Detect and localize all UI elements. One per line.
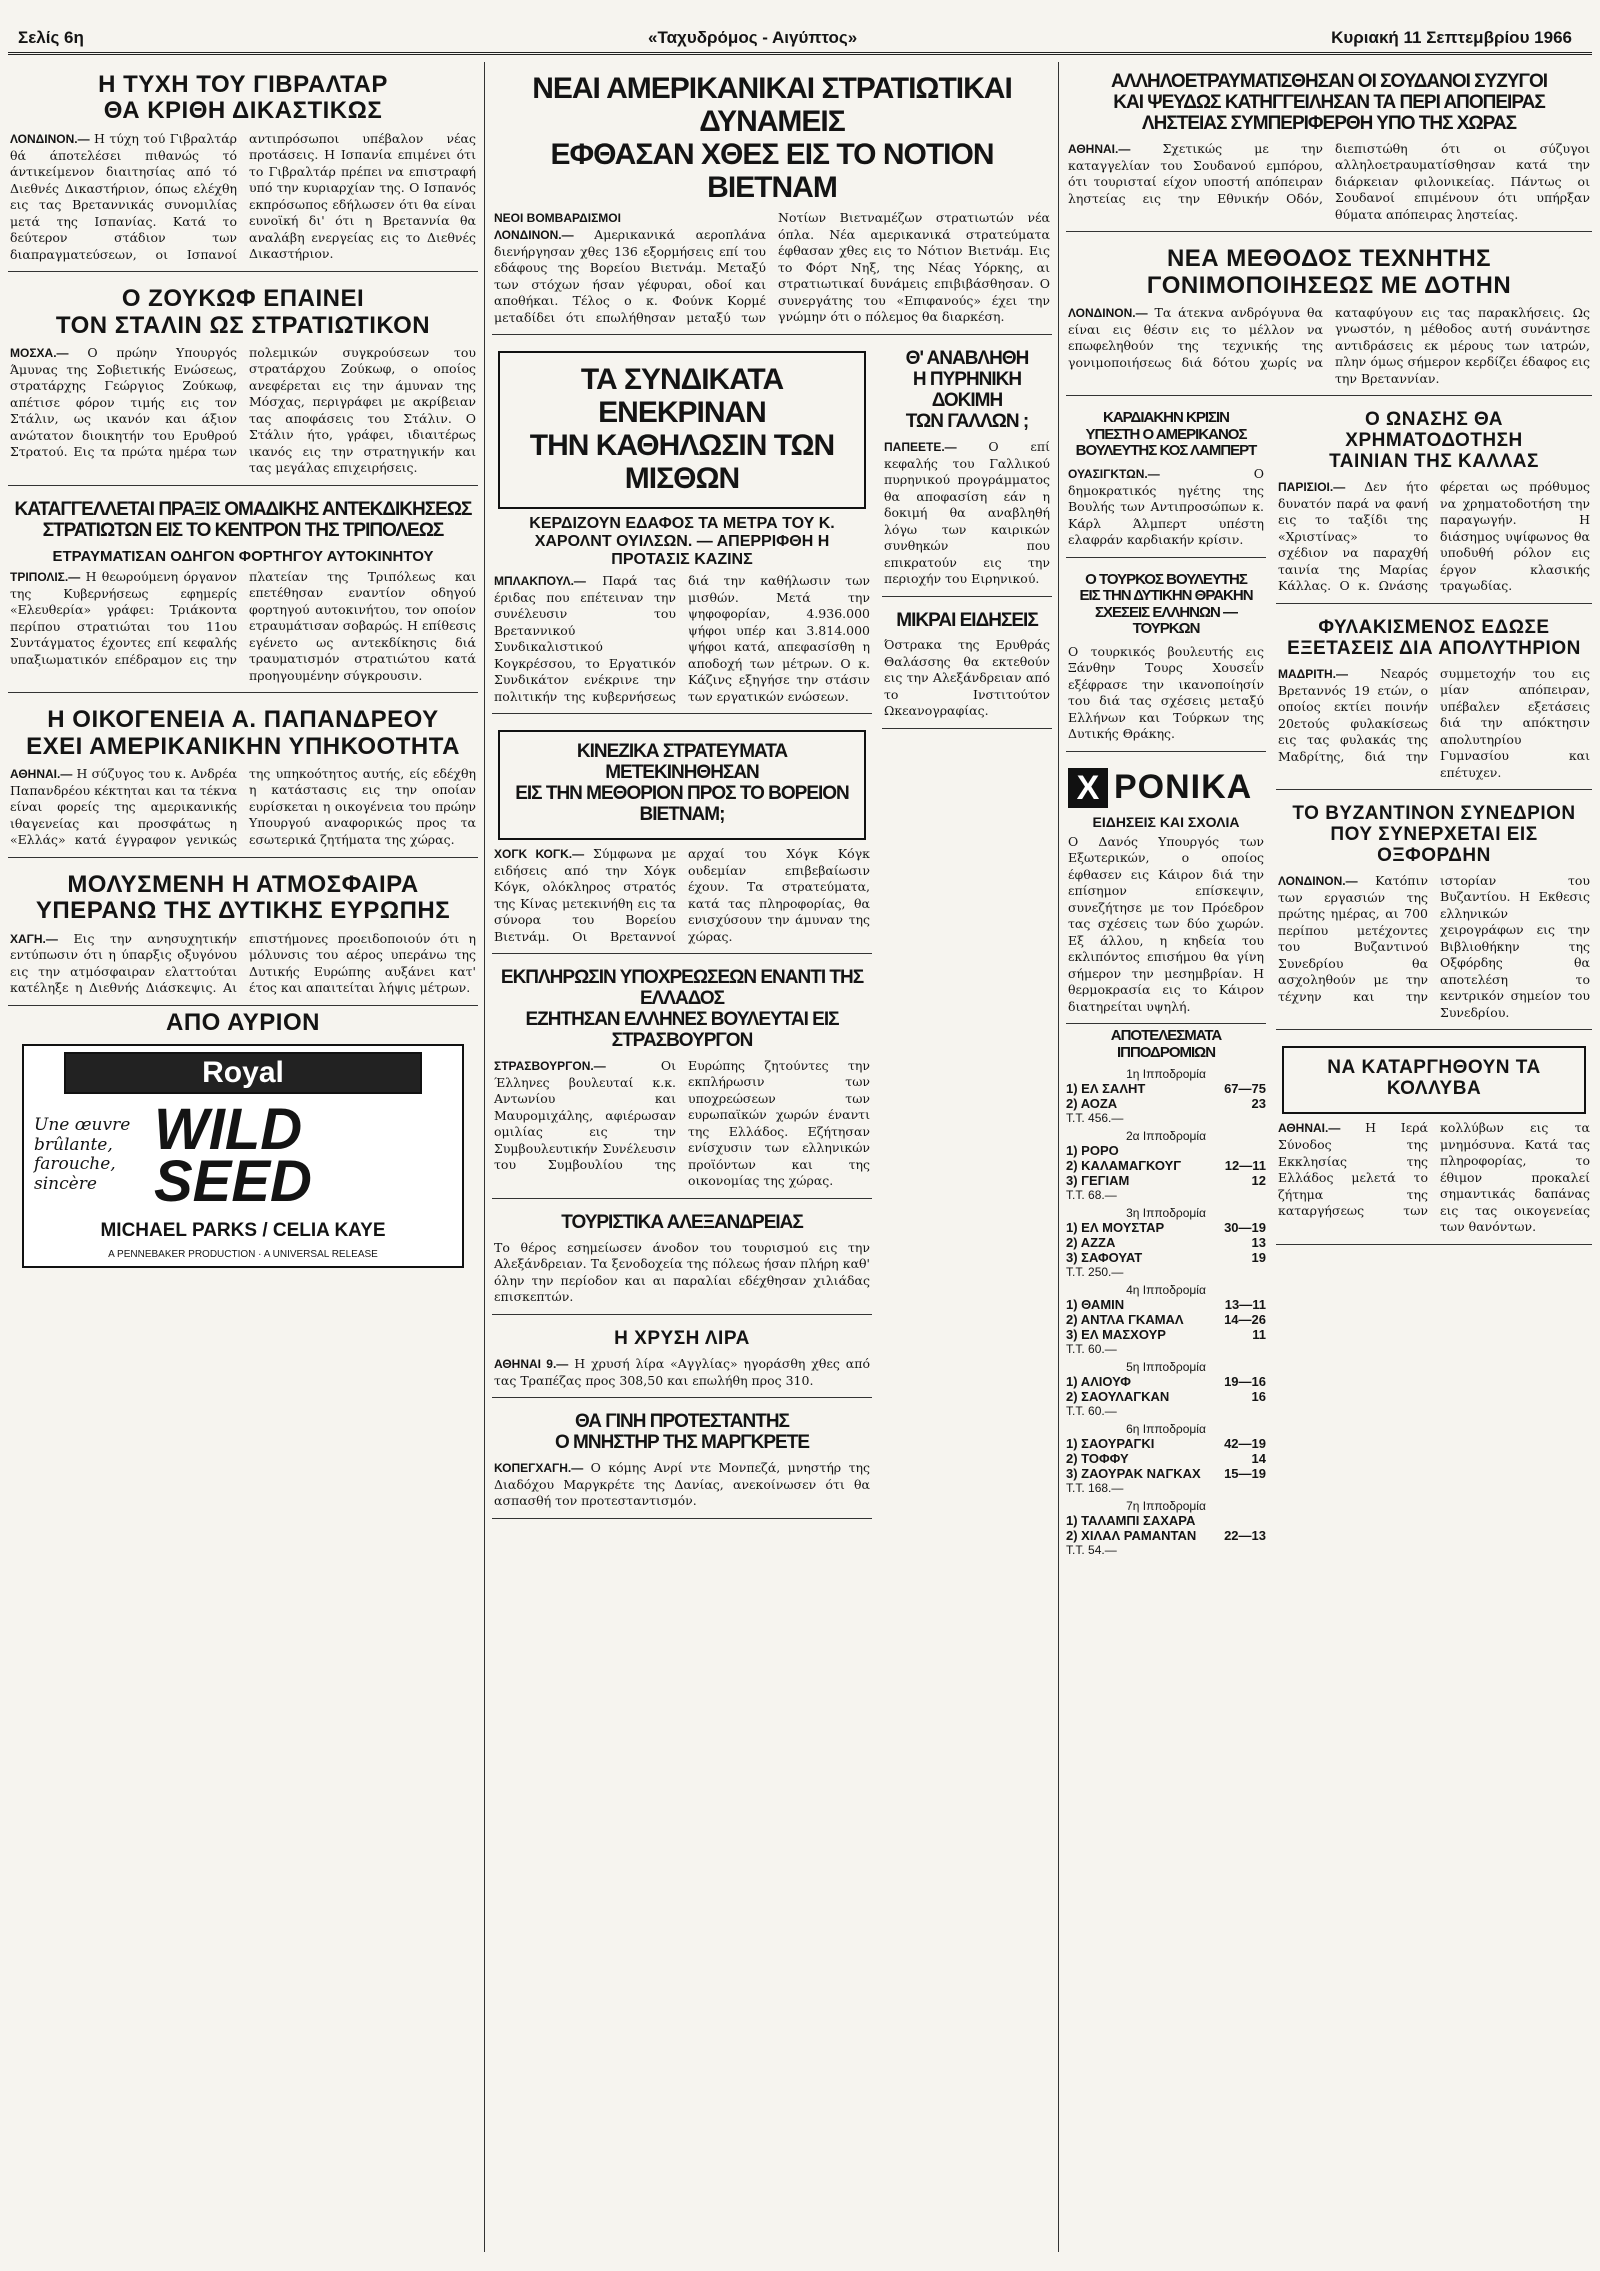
subheadline: ΚΕΡΔΙΖΟΥΝ ΕΔΑΦΟΣ ΤΑ ΜΕΤΡΑ ΤΟΥ Κ. ΧΑΡΟΛΝΤ ΟΥΙΛΣΩΝ. — ΑΠΕΡΡΙΦΘΗ Η ΠΡΟΤΑΣΙΣ ΚΑΖΙΝΣ <box>529 515 835 569</box>
boxed-headline: ΤΑ ΣΥΝΔΙΚΑΤΑ ΕΝΕΚΡΙΝΑΝ ΤΗΝ ΚΑΘΗΛΩΣΙΝ ΤΩΝ ΜΙΣΘΩΝ <box>498 351 866 509</box>
paper-title: «Ταχυδρόμος - Αιγύπτος» <box>648 28 858 47</box>
horse-odds: 15—19 <box>1224 1466 1266 1482</box>
issue-date: Κυριακή 11 Σεπτεμβρίου 1966 <box>1331 28 1572 47</box>
horse-odds: 13 <box>1251 1235 1266 1251</box>
subheadline: ΝΕΟΙ ΒΟΜΒΑΡΔΙΣΜΟΙ <box>494 211 621 225</box>
article-body: ΝΕΟΙ ΒΟΜΒΑΡΔΙΣΜΟΙ ΛΟΝΔΙΝΟΝ.— Αμερικανικά αεροπλάνα διενήργησαν χθες 136 εξορμήσεις επί του εδάφους της Βορείου Βιετνάμ. Μεταξύ των στόχων ήσαν γέφυραι, οδοί και αποθήκαι. Τέλος ο κ. Φούνκ Κορμέ μεταδίδει ότι επωλήθησαν μεταξύ των Νοτίων Βιετναμέζων στρατιωτών νέα όπλα. Νέα αμερικανικά στρατεύματα έφθασαν χθες εις το Νότιον Βιετνάμ. Εις το Φόρτ Νηξ, της Νέας Υόρκης, αι στρατιωτικαί δυνάμεις επιβιβάσθησαν. Ο συνεργάτης του «Επιφανούς» έχει την γνώμην ότι ο πόλεμος θα διαρκέση. <box>494 210 1050 325</box>
race-payout: Τ.Τ. 54.— <box>1066 1543 1117 1558</box>
race-result-row <box>1066 1312 1266 1327</box>
article-body: ΜΠΛΑΚΠΟΥΛ.— Παρά τας έριδας που επέτειναν την συνέλευσιν του Βρεταννικού Συνδικαλιστικού Κογκρέσσου, το Εργατικόν Συνδικάτον ενέκρινε την πολιτικήν της κυβερνήσεως διά την καθήλωσιν των μισθών. Μετά την ψηφοφορίαν, 4.936.000 ψήφοι υπέρ και 3.814.000 ψήφοι κατά, απεφασίσθη η αποδοχή των μέτρων. Ο κ. Κάζινς εξηγήσε την στάσιν των εργατικών ενώσεων. <box>494 573 870 704</box>
headline: ΜΟΛΥΣΜΕΝΗ Η ΑΤΜΟΣΦΑΙΡΑ ΥΠΕΡΑΝΩ ΤΗΣ ΔΥΤΙΚΗΣ ΕΥΡΩΠΗΣ <box>35 870 451 925</box>
horse-odds: 23 <box>1251 1096 1266 1112</box>
horse-name: 2) ΚΑΛΑΜΑΓΚΟΥΓ <box>1066 1158 1182 1174</box>
column-right <box>1066 62 1592 2252</box>
race-heading: 7η Ιπποδρομία <box>1126 1499 1206 1514</box>
dateline: ΟΥΑΣΙΓΚΤΩΝ.— <box>1068 466 1160 481</box>
film-credit: A PENNEBAKER PRODUCTION · A UNIVERSAL RELEASE <box>108 1249 378 1261</box>
center-main <box>492 339 872 1523</box>
horse-odds: 12—11 <box>1224 1158 1266 1174</box>
headline: Ο ΤΟΥΡΚΟΣ ΒΟΥΛΕΥΤΗΣ ΕΙΣ ΤΗΝ ΔΥΤΙΚΗΝ ΘΡΑΚΗΝ ΣΧΕΣΕΙΣ ΕΛΛΗΝΩΝ — ΤΟΥΡΚΩΝ <box>1079 570 1253 638</box>
headline: Θ' ΑΝΑΒΛΗΘΗ Η ΠΥΡΗΝΙΚΗ ΔΟΚΙΜΗ ΤΩΝ ΓΑΛΛΩΝ ; <box>905 348 1029 432</box>
race-result-row <box>1066 1451 1266 1466</box>
headline: Η ΟΙΚΟΓΕΝΕΙΑ Α. ΠΑΠΑΝΔΡΕΟΥ ΕΧΕΙ ΑΜΕΡΙΚΑΝΙΚΗΝ ΥΠΗΚΟΟΤΗΤΑ <box>26 706 460 760</box>
horse-odds: 13—11 <box>1224 1297 1266 1313</box>
race-heading: 1η Ιπποδρομία <box>1126 1067 1206 1082</box>
race-result-row <box>1066 1389 1266 1404</box>
headline: ΚΑΤΑΓΓΕΛΛΕΤΑΙ ΠΡΑΞΙΣ ΟΜΑΔΙΚΗΣ ΑΝΤΕΚΔΙΚΗΣΕΩΣ ΣΤΡΑΤΙΩΤΩΝ ΕΙΣ ΤΟ ΚΕΝΤΡΟΝ ΤΗΣ ΤΡΙΠΟΛΕΩΣ <box>14 498 472 541</box>
horse-name: 3) ΕΛ ΜΑΣΧΟΥΡ <box>1066 1327 1166 1343</box>
race-result-row <box>1066 1374 1266 1389</box>
dateline: ΑΘΗΝΑΙ.— <box>10 766 73 781</box>
horse-name: 2) ΑΟΖΑ <box>1066 1096 1118 1112</box>
race-payout: Τ.Τ. 60.— <box>1066 1342 1117 1357</box>
dateline: ΜΠΛΑΚΠΟΥΛ.— <box>494 574 586 589</box>
headline: ΕΚΠΛΗΡΩΣΙΝ ΥΠΟΧΡΕΩΣΕΩΝ ΕΝΑΝΤΙ ΤΗΣ ΕΛΛΑΔΟΣ ΕΖΗΤΗΣΑΝ ΕΛΛΗΝΕΣ ΒΟΥΛΕΥΤΑΙ ΕΙΣ ΣΤΡΑΣΒΟΥΡΓΟΝ <box>500 967 864 1052</box>
article-body: ΑΘΗΝΑΙ.— Η Ιερά Σύνοδος της Εκκλησίας της Ελλάδος μελετά το ζήτημα της καταργήσεως των κολλύβων εις τα μνημόσυνα. Κατά τας πληροφορίας, το έθιμον προκαλεί σημαντικάς δαπάνας εις τας οικογενείας των θανόντων. <box>1278 1120 1590 1235</box>
horse-odds: 22—13 <box>1224 1528 1266 1544</box>
article-chinese-troops <box>492 718 872 954</box>
article-gibraltar <box>8 62 478 272</box>
article-body: Ο Δανός Υπουργός των Εξωτερικών, ο οποίος έφθασεν εις Κάιρον διά την επίσημον επίσκεψιν, συνεζήτησε με τον Πρόεδρον τας σχέσεις των δύο χωρών. Εξ άλλου, η κηδεία του εκλιπόντος επισήμου θα γίνη σήμερον την μεσημβρίαν. Η θερμοκρασία εις το Κάιρον διατηρείται υψηλή. <box>1068 833 1264 1014</box>
right-wide <box>1276 400 1592 1557</box>
race-heading: 6η Ιπποδρομία <box>1126 1422 1206 1437</box>
race-results-title: ΑΠΟΤΕΛΕΣΜΑΤΑ ΙΠΠΟΔΡΟΜΙΩΝ <box>1110 1027 1222 1061</box>
headline: ΝΕΑ ΜΕΘΟΔΟΣ ΤΕΧΝΗΤΗΣ ΓΟΝΙΜΟΠΟΙΗΣΕΩΣ ΜΕ ΔΟΤΗΝ <box>1146 245 1512 299</box>
article-kolyva <box>1276 1034 1592 1244</box>
headline: Ο ΩΝΑΣΗΣ ΘΑ ΧΡΗΜΑΤΟΔΟΤΗΣΗ ΤΑΙΝΙΑΝ ΤΗΣ ΚΑΛΛΑΣ <box>1329 409 1539 473</box>
race-result-row <box>1066 1096 1266 1111</box>
race-result-row <box>1066 1436 1266 1451</box>
horse-odds: 19 <box>1251 1250 1266 1266</box>
article-body: ΣΤΡΑΣΒΟΥΡΓΟΝ.— Οι Έλληνες βουλευταί κ.κ. Αντωνίου και Μαυρομιχάλης, αφιέρωσαν ομιλίας εις την Συμβουλευτικήν Συνέλευσιν του Συμβουλίου της Ευρώπης ζητούντες την εκπλήρωσιν των υποχρεώσεων των ευρωπαϊκών χωρών έναντι της Ελλάδος. Εζήτησαν ενίσχυσιν των ελληνικών προϊόντων και της οικονομίας της χώρας. <box>494 1057 870 1189</box>
race-payout: Τ.Τ. 60.— <box>1066 1404 1117 1419</box>
horse-name: 2) ΑΖΖΑ <box>1066 1235 1116 1251</box>
ad-tagline: Une œuvre brûlante, farouche, sincère <box>34 1115 131 1194</box>
horse-name: 1) ΕΛ ΣΑΛΗΤ <box>1066 1081 1146 1097</box>
horse-odds: 42—19 <box>1224 1436 1266 1452</box>
horse-name: 1) ΕΛ ΜΟΥΣΤΑΡ <box>1066 1220 1165 1236</box>
dateline: ΣΤΡΑΣΒΟΥΡΓΟΝ.— <box>494 1058 606 1073</box>
horse-name: 2) ΑΝΤΛΑ ΓΚΑΜΑΛ <box>1066 1312 1184 1328</box>
headline: ΚΑΡΔΙΑΚΗΝ ΚΡΙΣΙΝ ΥΠΕΣΤΗ Ο ΑΜΕΡΙΚΑΝΟΣ ΒΟΥΛΕΥΤΗΣ ΚΟΣ ΛΑΜΠΕΡΤ <box>1075 409 1257 460</box>
boxed-headline: ΝΑ ΚΑΤΑΡΓΗΘΟΥΝ ΤΑ ΚΟΛΛΥΒΑ <box>1282 1046 1586 1114</box>
dateline: ΜΟΣΧΑ.— <box>10 345 69 360</box>
center-side <box>882 339 1052 1523</box>
dateline: ΑΘΗΝΑΙ.— <box>1278 1121 1341 1136</box>
film-stars: MICHAEL PARKS / CELIA KAYE <box>100 1220 386 1242</box>
chronicle-x-icon: X <box>1068 768 1108 808</box>
headline: ΤΟ ΒΥΖΑΝΤΙΝΟΝ ΣΥΝΕΔΡΙΟΝ ΠΟΥ ΣΥΝΕΡΧΕΤΑΙ ΕΙΣ ΟΞΦΟΡΔΗΝ <box>1292 803 1576 867</box>
cinema-advertisement <box>8 1010 478 1268</box>
race-result-row <box>1066 1466 1266 1481</box>
race-result-row <box>1066 1081 1266 1096</box>
headline: ΜΙΚΡΑΙ ΕΙΔΗΣΕΙΣ <box>896 609 1038 631</box>
article-body: Το θέρος εσημείωσεν άνοδον του τουρισμού εις την Αλεξάνδρειαν. Τα ξενοδοχεία της πόλεως ήσαν πλήρη καθ' όλην την περίοδον και αι παραλίαι εδέχθησαν χιλιάδας επισκεπτών. <box>494 1239 870 1305</box>
film-title: WILD SEED <box>154 1097 312 1215</box>
article-byzantine <box>1276 794 1592 1030</box>
article-syndicates <box>492 339 872 714</box>
article-protestant <box>492 1402 872 1519</box>
dateline: ΜΑΔΡΙΤΗ.— <box>1278 666 1348 681</box>
dateline: ΠΑΠΕΕΤΕ.— <box>884 439 957 454</box>
horse-name: 3) ΖΑΟΥΡΑΚ ΝΑΓΚΑΧ <box>1066 1466 1201 1482</box>
race-payout: Τ.Τ. 68.— <box>1066 1188 1117 1203</box>
horse-name: 2) ΣΑΟΥΛΑΓΚΑΝ <box>1066 1389 1170 1405</box>
horse-odds: 19—16 <box>1224 1374 1266 1390</box>
horse-name: 2) ΧΙΛΑΛ ΡΑΜΑΝΤΑΝ <box>1066 1528 1197 1544</box>
article-body: ΛΟΝΔΙΝΟΝ.— Η τύχη τού Γιβραλτάρ θά άποτελέσει πιθανώς τό άντικείμενον διαιτησίας από τό Διεθνές Δικαστήριον, όπως ελέχθη εις τας Βρεταννικάς συνομιλίας μετά της Ισπανίας. Κατά το δεύτερον στάδιον των διαπραγματεύσεων, οι Ισπανοί αντιπρόσωποι υπέβαλον νέας προτάσεις. Η Ισπανία επιμένει ότι το Γιβραλτάρ πρέπει να επιστραφή υπό την κυριαρχίαν της. Ο Ισπανός εκπρόσωπος εδήλωσεν ότι θα είναι ευνοϊκή δι' ότι η Βρεταννία θα αναλάβη ενεργείας εις το Διεθνές Δικαστήριον. <box>10 130 476 262</box>
dateline: ΧΑΓΗ.— <box>10 931 58 946</box>
page-number: Σελίς 6η <box>18 28 84 47</box>
article-papandreou <box>8 697 478 858</box>
race-heading: 3η Ιπποδρομία <box>1126 1206 1206 1221</box>
horse-odds: 14 <box>1251 1451 1266 1467</box>
article-gold <box>492 1319 872 1398</box>
race-heading: 2α Ιπποδρομία <box>1125 1129 1207 1144</box>
column-rule <box>484 62 485 2252</box>
horse-name: 3) ΣΑΦΟΥΑΤ <box>1066 1250 1143 1266</box>
right-row <box>1066 400 1592 1557</box>
subheadline: ΕΤΡΑΥΜΑΤΙΣΑΝ ΟΔΗΓΟΝ ΦΟΡΤΗΓΟΥ ΑΥΤΟΚΙΝΗΤΟΥ <box>52 547 434 565</box>
article-body: ΚΟΠΕΓΧΑΓΗ.— Ο κόμης Ανρί ντε Μονπεζά, μνηστήρ της Διαδόχου Μαργκρέτε της Δανίας, ανεκοίνωσεν ότι θα ασπασθή τον προτεσταντισμόν. <box>494 1459 870 1509</box>
race-result-row <box>1066 1327 1266 1342</box>
article-body: ΜΑΔΡΙΤΗ.— Νεαρός Βρεταννός 19 ετών, ο οποίος εκτίει ποινήν 20ετούς φυλακίσεως εις τας φυλακάς της Μαδρίτης, διά την συμμετοχήν του εις μίαν απόπειραν, υπέβαλεν εξετάσεις διά την απόκτησιν απολυτηρίου Γυμνασίου και επέτυχεν. <box>1278 665 1590 780</box>
headline: ΘΑ ΓΙΝΗ ΠΡΟΤΕΣΤΑΝΤΗΣ Ο ΜΝΗΣΤΗΡ ΤΗΣ ΜΑΡΓΚΡΕΤΕ <box>554 1411 809 1453</box>
dateline: ΚΟΠΕΓΧΑΓΗ.— <box>494 1460 584 1475</box>
horse-odds: 14—26 <box>1224 1312 1266 1328</box>
column-left <box>8 62 478 2252</box>
article-strasbourg <box>492 958 872 1199</box>
race-result-row <box>1066 1513 1266 1528</box>
masthead <box>8 6 1592 55</box>
article-onassis <box>1276 400 1592 604</box>
horse-odds: 16 <box>1251 1389 1266 1405</box>
dateline: ΑΘΗΝΑΙ.— <box>1068 141 1131 156</box>
dateline: ΑΘΗΝΑΙ 9.— <box>494 1356 569 1371</box>
article-body: ΧΟΓΚ ΚΟΓΚ.— Σύμφωνα με ειδήσεις από την Χόγκ Κόγκ, ολόκληρος στρατός της Κίνας μετεκινήθη εις τα σύνορα του Βορείου Βιετνάμ. Οι Βρεταννοί αρχαί του Χόγκ Κόγκ ουδεμίαν επιβεβαίωσιν έχουν. Τα στρατεύματα, κατά τας πληροφορίας, θα ενισχύσουν την άμυναν της χώρας. <box>494 846 870 944</box>
article-nuclear <box>882 339 1052 596</box>
race-result-row <box>1066 1297 1266 1312</box>
horse-name: 1) ΡΟΡΟ <box>1066 1143 1119 1159</box>
article-body: ΛΟΝΔΙΝΟΝ.— Κατόπιν των εργασιών της πρώτης ημέρας, αι 700 περίπου μετέχοντες του Βυζαντινού Συνεδρίου θα ασχοληθούν με την τέχνην και την ιστορίαν του Βυζαντίου. Η Εκθεσις ελληνικών χειρογράφων εις την Βιβλιοθήκην της Οξφόρδης θα αποτελέση το κεντρικόν σημείον του Συνεδρίου. <box>1278 872 1590 1020</box>
article-minor-news <box>882 601 1052 729</box>
article-fertility <box>1066 236 1592 396</box>
horse-name: 2) ΤΟΦΦΥ <box>1066 1451 1129 1467</box>
article-body: ΟΥΑΣΙΓΚΤΩΝ.— Ο δημοκρατικός ηγέτης της Βουλής των Αντιπροσώπων κ. Κάρλ Άλμπερτ υπέστη ελαφράν καρδιακήν κρίσιν. <box>1068 465 1264 548</box>
article-tripoli <box>8 490 478 693</box>
cinema-logo: Royal <box>64 1052 422 1094</box>
column-rule <box>1058 62 1059 2252</box>
article-tourism <box>492 1203 872 1315</box>
race-results <box>1066 1028 1266 1557</box>
race-heading: 5η Ιπποδρομία <box>1126 1360 1206 1375</box>
column-center <box>492 62 1052 2252</box>
horse-odds: 30—19 <box>1224 1220 1266 1236</box>
center-row-1 <box>492 339 1052 1523</box>
race-result-row <box>1066 1158 1266 1173</box>
right-narrow <box>1066 400 1266 1557</box>
dateline: ΧΟΓΚ ΚΟΓΚ.— <box>494 847 585 862</box>
dateline: ΛΟΝΔΙΝΟΝ.— <box>1278 873 1358 888</box>
horse-odds: 12 <box>1251 1173 1266 1189</box>
article-body: ΛΟΝΔΙΝΟΝ.— Τα άτεκνα ανδρόγυνα θα είναι εις θέσιν εις το μέλλον να επωφεληθούν της τεχνικής της γονιμοποιήσεως διά δότου χωρίς να καταφύγουν εις τας παρακλήσεις. Ως γνωστόν, η μέθοδος αυτή συνάντησε αντιδράσεις εκ μέρους των ιατρών, πλην όμως σήμερον κερδίζει έδαφος εις την Βρεταννίαν. <box>1068 304 1590 386</box>
horse-odds: 67—75 <box>1224 1081 1266 1097</box>
race-payout: Τ.Τ. 250.— <box>1066 1265 1124 1280</box>
dateline: ΛΟΝΔΙΝΟΝ.— <box>494 227 574 242</box>
article-body: ΜΟΣΧΑ.— Ο πρώην Υπουργός Άμυνας της Σοβιετικής Ενώσεως, στρατάρχης Γεώργιος Ζούκωφ, απέτισε φόρον τιμής εις τον Στάλιν, ως ικανόν και άξιον ανώτατον διοικητήν του Ερυθρού Στρατού. Εις τα πρώτα ημέρα των πολεμικών συγκρούσεων του στρατάρχου Ζούκωφ, ο οποίος ανεφέρεται εις την άμυναν της Μόσχας, περιγράφει με ακρίβειαν τας αποφάσεις του Στάλιν. Ο Στάλιν ήτο, γράφει, ιδιαιτέρως ικανός εις την στρατηγικήν και τας μεγάλας επιχειρήσεις. <box>10 344 476 476</box>
headline: Η ΧΡΥΣΗ ΛΙΡΑ <box>614 1327 750 1349</box>
ad-box <box>22 1044 464 1268</box>
article-vietnam <box>492 62 1052 335</box>
ad-header: ΑΠΟ ΑΥΡΙΟΝ <box>166 1008 320 1036</box>
article-body: ΑΘΗΝΑΙ.— Η σύζυγος του κ. Ανδρέα Παπανδρέου κέκτηται και τα τέκνα είναι φορείς της αμερικανικής ιθαγενείας και προσφάτως η «Ελλάς» κατά έγγραφον γενικώς της υπηκοότητος αυτής, είς εδέχθη η κατάστασις εις την οποίαν ευρίσκεται η οικογένεια του πρώην Υπουργού αναφορικώς προς τα εσωτερικά ζητήματα της χώρας. <box>10 765 476 848</box>
dateline: ΛΟΝΔΙΝΟΝ.— <box>10 131 90 146</box>
headline: ΦΥΛΑΚΙΣΜΕΝΟΣ ΕΔΩΣΕ ΕΞΕΤΑΣΕΙΣ ΔΙΑ ΑΠΟΛΥΤΗΡΙΟΝ <box>1287 616 1581 659</box>
chronicle-section <box>1066 756 1266 1025</box>
article-turkish-mp <box>1066 562 1266 752</box>
headline: Ο ΖΟΥΚΩΦ ΕΠΑΙΝΕΙ ΤΟΝ ΣΤΑΛΙΝ ΩΣ ΣΤΡΑΤΙΩΤΙΚΟΝ <box>55 285 431 339</box>
dateline: ΠΑΡΙΣΙΟΙ.— <box>1278 480 1346 495</box>
subheadline: ΕΙΔΗΣΕΙΣ ΚΑΙ ΣΧΟΛΙΑ <box>1092 813 1240 830</box>
article-sudanese <box>1066 62 1592 232</box>
article-body: ΑΘΗΝΑΙ 9.— Η χρυσή λίρα «Αγγλίας» ηγοράσθη χθες από τας Τραπέζας προς 308,50 και επωλήθη προς 310. <box>494 1355 870 1388</box>
headline: ΑΛΛΗΛΟΕΤΡΑΥΜΑΤΙΣΘΗΣΑΝ ΟΙ ΣΟΥΔΑΝΟΙ ΣΥΖΥΓΟΙ ΚΑΙ ΨΕΥΔΩΣ ΚΑΤΗΓΓΕΙΛΗΣΑΝ ΤΑ ΠΕΡΙ ΑΠΟΠΕΙΡΑΣ ΛΗΣΤΕΙΑΣ ΣΥΜΠΕΡΙΦΕΡΘΗ ΥΠΟ ΤΗΣ ΧΩΡΑΣ <box>1110 71 1548 134</box>
newspaper-page <box>8 6 1592 2259</box>
article-body: ΑΘΗΝΑΙ.— Σχετικώς με την καταγγελίαν του Σουδανού εμπόρου, ότι τουρισταί είχον υποστή απόπειραν ληστείας εις την Εθνικήν Οδόν, διεπιστώθη ότι οι σύζυγοι αλληλοετραυματίσθησαν κατά την διάρκειαν φιλονικείας. Πάντως οι Σουδανοί επιμένουν ότι υπήρξαν θύματα απόπειρας ληστείας. <box>1068 140 1590 222</box>
article-body: ΧΑΓΗ.— Εις την ανησυχητικήν εντύπωσιν ότι η ύπαρξις οξυγόνου εις την ατμόσφαιραν ελαττούται κατέληξε η Διεθνής Διάσκεψις. Αι επιστήμονες προειδοποιούν ότι η μόλυνσις του αέρος υπεράνω της Δυτικής Ευρώπης αυξάνει κατ' έτος και απαιτείται λήψις μέτρων. <box>10 930 476 996</box>
headline: Η ΤΥΧΗ ΤΟΥ ΓΙΒΡΑΛΤΑΡ ΘΑ ΚΡΙΘΗ ΔΙΚΑΣΤΙΚΩΣ <box>98 71 388 125</box>
race-payout: Τ.Τ. 168.— <box>1066 1481 1124 1496</box>
horse-name: 1) ΤΑΛΑΜΠΙ ΣΑΧΑΡΑ <box>1066 1513 1196 1529</box>
headline: ΤΟΥΡΙΣΤΙΚΑ ΑΛΕΞΑΝΔΡΕΙΑΣ <box>561 1211 803 1233</box>
race-result-row <box>1066 1220 1266 1235</box>
race-result-row <box>1066 1173 1266 1188</box>
chronicle-logo: X ΡΟΝΙΚΑ <box>1068 768 1264 808</box>
article-body: Όστρακα της Ερυθράς Θαλάσσης θα εκτεθούν εις την Αλεξάνδρειαν από το Ινστιτούτον Ωκεανογραφίας. <box>884 637 1050 719</box>
horse-name: 1) ΣΑΟΥΡΑΓΚΙ <box>1066 1436 1155 1452</box>
article-pollution <box>8 862 478 1006</box>
article-body: ΠΑΠΕΕΤΕ.— Ο επί κεφαλής του Γαλλικού πυρηνικού προγράμματος θα αποφασίση εάν η δοκιμή θα αναβληθή λόγω των καιρικών συνθηκών που επικρατούν εις την περιοχήν του Ειρηνικού. <box>884 438 1050 587</box>
horse-name: 3) ΓΕΓΙΑΜ <box>1066 1173 1130 1189</box>
article-body: Ο τουρκικός βουλευτής εις Ξάνθην Τουρς Χουσεΐν εξέφρασε την ικανοποίησίν του διά τας σχέσεις μεταξύ Ελλήνων και Τούρκων της Δυτικής Θράκης. <box>1068 643 1264 742</box>
dateline: ΛΟΝΔΙΝΟΝ.— <box>1068 305 1148 320</box>
horse-odds: 11 <box>1252 1327 1266 1343</box>
race-result-row <box>1066 1528 1266 1543</box>
dateline: ΤΡΙΠΟΛΙΣ.— <box>10 569 81 584</box>
race-payout: Τ.Τ. 456.— <box>1066 1111 1124 1126</box>
race-result-row <box>1066 1143 1266 1158</box>
article-zhukov <box>8 276 478 486</box>
boxed-headline: ΚΙΝΕΖΙΚΑ ΣΤΡΑΤΕΥΜΑΤΑ ΜΕΤΕΚΙΝΗΘΗΣΑΝ ΕΙΣ ΤΗΝ ΜΕΘΟΡΙΟΝ ΠΡΟΣ ΤΟ ΒΟΡΕΙΟΝ ΒΙΕΤΝΑΜ; <box>498 730 866 840</box>
article-cardiac <box>1066 400 1266 557</box>
banner-headline: ΝΕΑΙ ΑΜΕΡΙΚΑΝΙΚΑΙ ΣΤΡΑΤΙΩΤΙΚΑΙ ΔΥΝΑΜΕΙΣ ΕΦΘΑΣΑΝ ΧΘΕΣ ΕΙΣ ΤΟ ΝΟΤΙΟΝ ΒΙΕΤΝΑΜ <box>532 72 1012 204</box>
horse-name: 1) ΑΛΙΟΥΦ <box>1066 1374 1131 1390</box>
race-result-row <box>1066 1235 1266 1250</box>
race-result-row <box>1066 1250 1266 1265</box>
horse-name: 1) ΘΑΜΙΝ <box>1066 1297 1125 1313</box>
race-heading: 4η Ιπποδρομία <box>1126 1283 1206 1298</box>
article-body: ΤΡΙΠΟΛΙΣ.— Η θεωρούμενη όργανον της Κυβερνήσεως εφημερίς «Ελευθερία» γράφει: Τριάκοντα περίπου στρατιώται του 11ου Συντάγματος έχοντες επί κεφαλής υπαξιωματικόν επέδραμον εις την πλατείαν της Τριπόλεως και επετέθησαν εναντίον οδηγού φορτηγού αυτοκινήτου, τον οποίον ετραυμάτισαν σοβαρώς. Η επίθεσις εγένετο ως αντεκδίκησις διά τραυματισμόν στρατιώτου κατά προηγουμένην σύγκρουσιν. <box>10 568 476 683</box>
article-body: ΠΑΡΙΣΙΟΙ.— Δεν ήτο δυνατόν παρά να φανή εις το ταξίδι της «Χριστίνας» το σχέδιον να παραχθή ταινία της Μαρίας Κάλλας. Ο κ. Ωνάσης φέρεται ως πρόθυμος να χρηματοδοτήση την παραγωγήν. Η διάσημος υψίφωνος θα υποδυθή ρόλον εις έργον κλασικής τραγωδίας. <box>1278 479 1590 594</box>
article-prisoner-exams <box>1276 608 1592 790</box>
race-list <box>1066 1067 1266 1557</box>
